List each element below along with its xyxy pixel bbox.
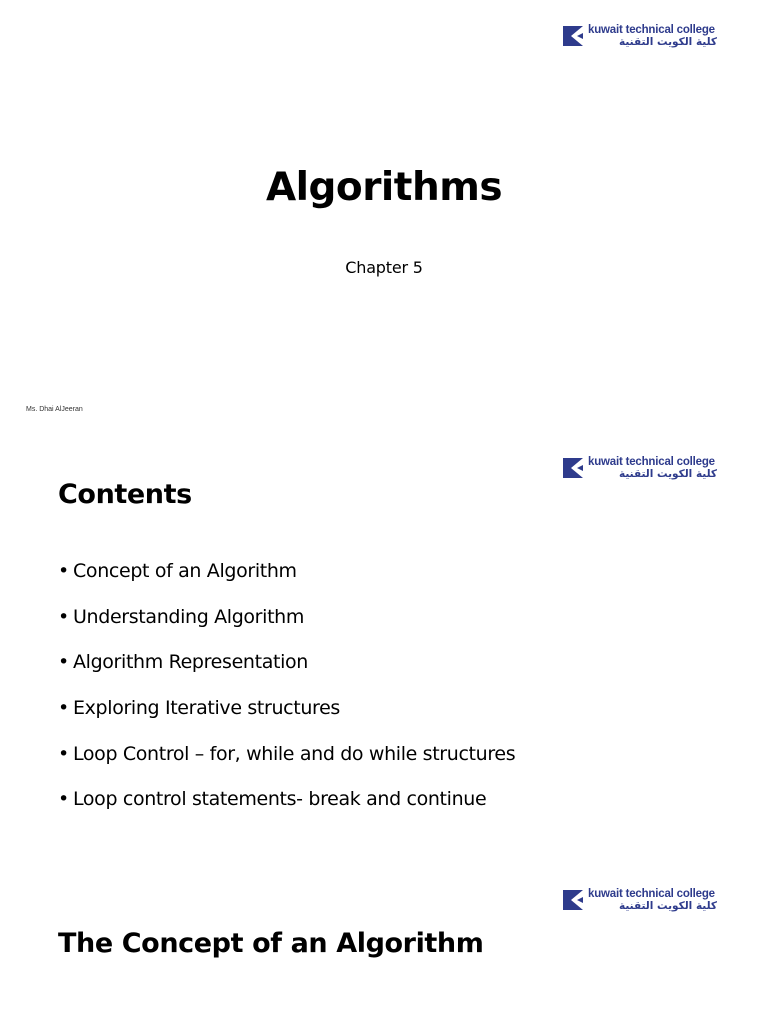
bullet-marker: • bbox=[58, 605, 69, 628]
list-item-text: Concept of an Algorithm bbox=[73, 560, 297, 582]
contents-slide bbox=[0, 432, 768, 864]
list-item-text: Loop Control – for, while and do while structures bbox=[73, 742, 516, 765]
list-item bbox=[58, 693, 515, 739]
title-slide bbox=[0, 0, 768, 432]
concept-slide bbox=[0, 864, 768, 1024]
college-logo bbox=[563, 888, 723, 914]
logo-text-arabic: كلية الكويت التقنية bbox=[619, 468, 717, 480]
bullet-marker: • bbox=[58, 651, 69, 674]
list-item-text: Algorithm Representation bbox=[73, 651, 308, 674]
logo-text-arabic: كلية الكويت التقنية bbox=[619, 900, 717, 912]
contents-list bbox=[58, 556, 515, 830]
slide-subtitle: Chapter 5 bbox=[345, 258, 423, 277]
slide-heading: The Concept of an Algorithm bbox=[58, 928, 484, 959]
slide-title: Algorithms bbox=[265, 165, 503, 210]
list-item bbox=[58, 556, 515, 602]
k-logo-icon bbox=[563, 458, 583, 478]
list-item-text: Understanding Algorithm bbox=[73, 605, 305, 628]
bullet-marker: • bbox=[58, 788, 69, 811]
bullet-marker: • bbox=[58, 742, 69, 765]
college-logo bbox=[563, 456, 723, 482]
k-logo-icon bbox=[563, 890, 583, 910]
bullet-marker: • bbox=[58, 697, 69, 720]
author-footer: Ms. Dhai AlJeeran bbox=[26, 406, 83, 413]
k-logo-icon bbox=[563, 26, 583, 46]
list-item-text: Loop control statements- break and continue bbox=[73, 788, 487, 811]
logo-text-english: kuwait technical college bbox=[588, 24, 715, 36]
list-item-text: Exploring Iterative structures bbox=[73, 697, 340, 720]
list-item bbox=[58, 647, 515, 693]
logo-text-english: kuwait technical college bbox=[588, 888, 715, 900]
list-item bbox=[58, 739, 515, 785]
logo-text-english: kuwait technical college bbox=[588, 456, 715, 468]
list-item bbox=[58, 784, 515, 830]
list-item bbox=[58, 602, 515, 648]
logo-text-arabic: كلية الكويت التقنية bbox=[619, 36, 717, 48]
bullet-marker: • bbox=[58, 560, 69, 582]
slide-heading: Contents bbox=[58, 479, 192, 510]
college-logo bbox=[563, 24, 723, 50]
